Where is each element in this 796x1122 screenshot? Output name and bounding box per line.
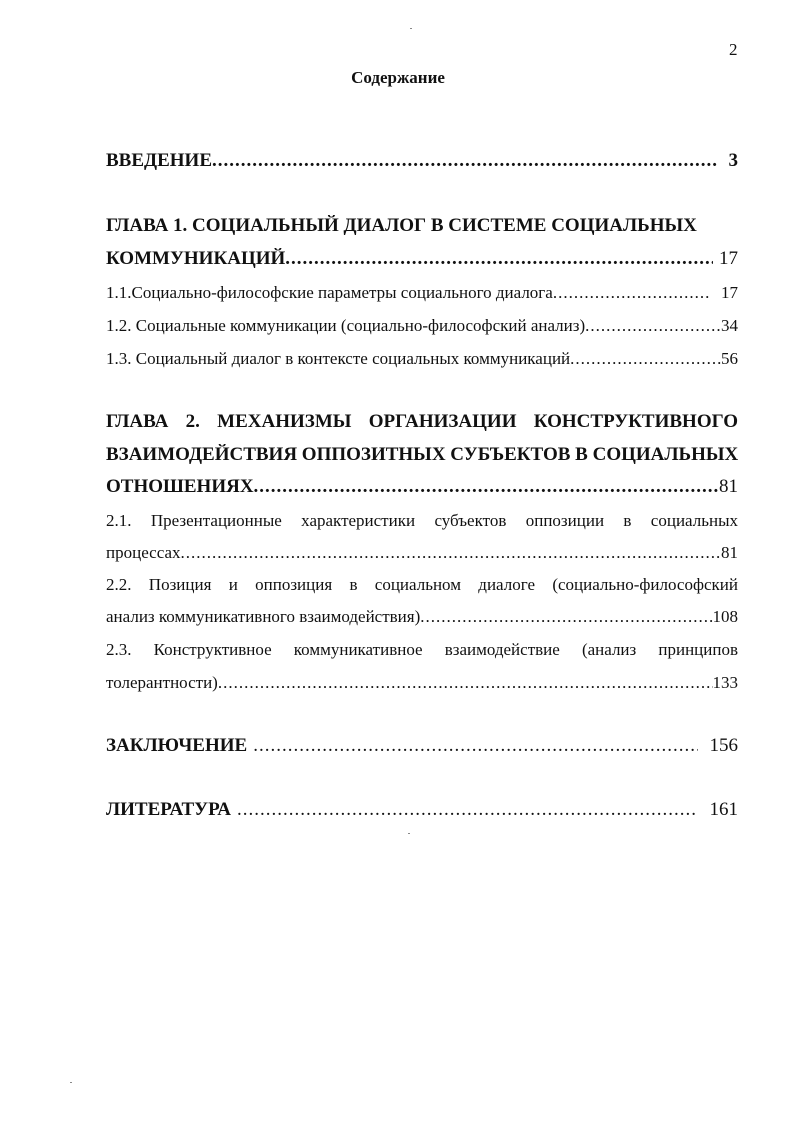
toc-entry-page: 17 <box>719 248 738 269</box>
toc-entry-page: 156 <box>709 735 738 756</box>
toc-section-label: анализ коммуникативного взаимодействия) <box>106 607 421 626</box>
toc-chapter2-heading-line3[interactable] <box>106 476 738 498</box>
toc-section-label: 2.3. Конструктивное коммуникативное взаимодействие (анализ принципов <box>106 640 738 659</box>
toc-section-2-1-line1[interactable] <box>106 511 738 531</box>
toc-entry-page: 161 <box>709 799 738 820</box>
toc-chapter1-heading-line2[interactable] <box>106 248 738 270</box>
toc-entry-page: 3 <box>728 150 738 171</box>
toc-chapter2-heading-line2[interactable] <box>106 444 738 466</box>
toc-chapter-title: ГЛАВА 2. МЕХАНИЗМЫ ОРГАНИЗАЦИИ КОНСТРУКТИВНОГО <box>106 411 738 432</box>
toc-section-label: 1.3. Социальный диалог в контексте социальных коммуникаций <box>106 349 571 368</box>
toc-chapter1-heading-line1[interactable] <box>106 215 738 237</box>
toc-chapter2-heading-line1[interactable] <box>106 411 738 433</box>
toc-chapter-title: КОММУНИКАЦИЙ <box>106 248 286 269</box>
toc-leader-dots <box>553 283 709 303</box>
toc-chapter-title: ОТНОШЕНИЯХ <box>106 476 254 497</box>
toc-entry-conclusion[interactable] <box>106 735 738 757</box>
toc-entry-page: 17 <box>721 283 738 302</box>
toc-chapter-title: ГЛАВА 1. СОЦИАЛЬНЫЙ ДИАЛОГ В СИСТЕМЕ СОЦИАЛЬНЫХ <box>106 215 697 236</box>
toc-section-2-1-line2[interactable] <box>106 543 738 563</box>
toc-leader-dots <box>254 476 719 498</box>
toc-section-label: 2.1. Презентационные характеристики субъектов оппозиции в социальных <box>106 511 738 530</box>
toc-entry-page: 56 <box>721 349 738 368</box>
toc-leader-dots <box>212 150 717 172</box>
toc-entry-page: 81 <box>719 476 738 497</box>
scan-speck <box>70 1082 72 1083</box>
toc-entry-label: ЗАКЛЮЧЕНИЕ <box>106 735 248 756</box>
toc-section-label: 1.1.Социально-философские параметры социального диалога <box>106 283 553 302</box>
toc-section-1-3[interactable] <box>106 349 738 369</box>
toc-section-label: толерантности) <box>106 673 218 692</box>
toc-leader-dots <box>231 799 697 821</box>
toc-leader-dots <box>181 543 721 563</box>
toc-leader-dots <box>218 673 713 693</box>
toc-section-2-3-line2[interactable] <box>106 673 738 693</box>
toc-leader-dots <box>570 349 721 369</box>
toc-chapter-title: ВЗАИМОДЕЙСТВИЯ ОППОЗИТНЫХ СУБЪЕКТОВ В СОЦИАЛЬНЫХ <box>106 444 738 465</box>
toc-section-2-2-line1[interactable] <box>106 575 738 595</box>
toc-entry-literature[interactable] <box>106 799 738 821</box>
toc-leader-dots <box>585 316 721 336</box>
toc-entry-label: ВВЕДЕНИЕ <box>106 150 212 171</box>
toc-section-1-2[interactable] <box>106 316 738 336</box>
toc-entry-intro[interactable] <box>106 150 738 172</box>
toc-leader-dots <box>285 248 713 270</box>
scan-speck <box>408 833 410 834</box>
toc-section-2-3-line1[interactable] <box>106 640 738 660</box>
page-number: 2 <box>729 40 738 59</box>
toc-section-label: 1.2. Социальные коммуникации (социально-философский анализ) <box>106 316 586 335</box>
scan-speck <box>410 28 412 29</box>
toc-entry-page: 81 <box>721 543 738 562</box>
document-title: Содержание <box>351 68 445 87</box>
toc-entry-page: 108 <box>712 607 738 626</box>
toc-section-2-2-line2[interactable] <box>106 607 738 627</box>
toc-section-label: 2.2. Позиция и оппозиция в социальном диалоге (социально-философский <box>106 575 738 594</box>
toc-entry-page: 133 <box>712 673 738 692</box>
toc-entry-page: 34 <box>721 316 738 335</box>
toc-entry-label: ЛИТЕРАТУРА <box>106 799 232 820</box>
toc-section-label: процессах <box>106 543 181 562</box>
toc-section-1-1[interactable] <box>106 283 738 303</box>
toc-leader-dots <box>420 607 712 627</box>
toc-leader-dots <box>247 735 697 757</box>
